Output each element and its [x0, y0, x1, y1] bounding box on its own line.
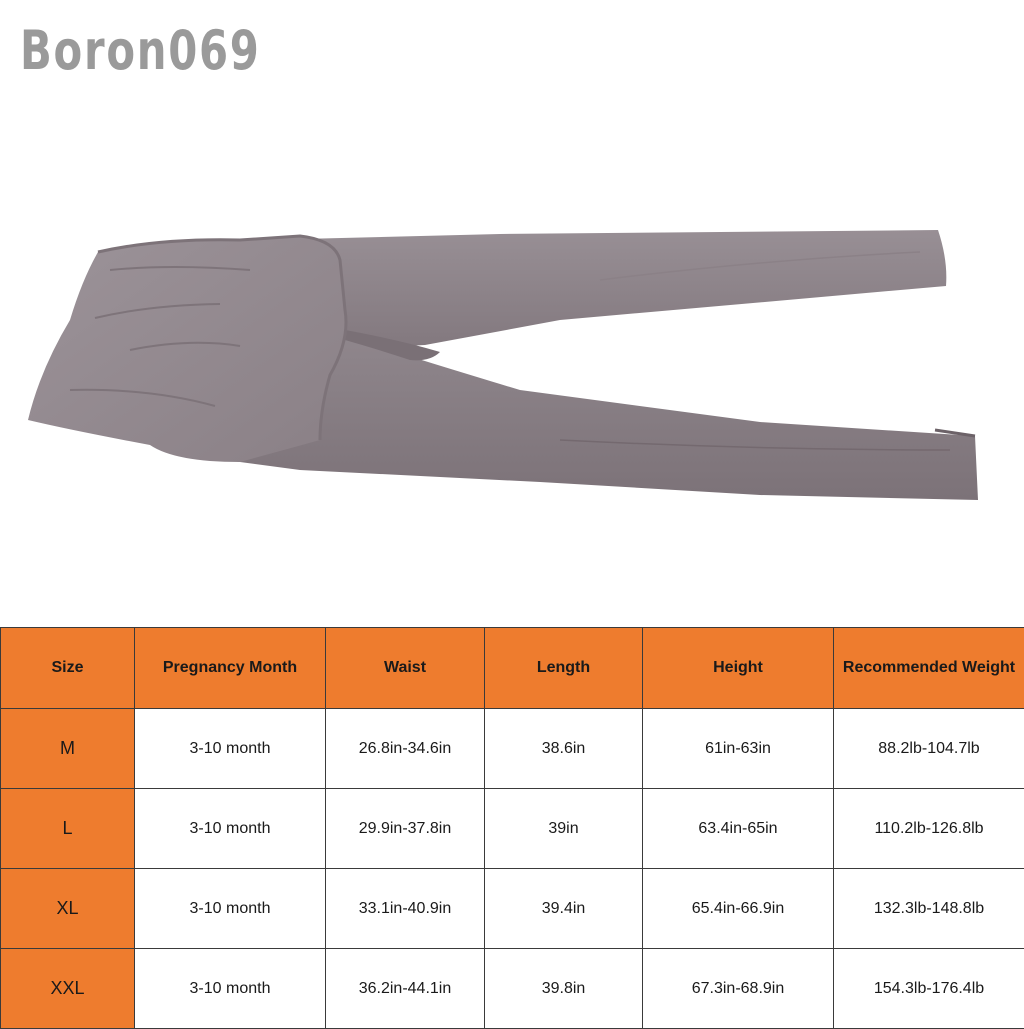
pregnancy-month-cell: 3-10 month — [135, 709, 326, 789]
pregnancy-month-cell: 3-10 month — [135, 869, 326, 949]
length-cell: 39.8in — [485, 949, 643, 1029]
length-cell: 39.4in — [485, 869, 643, 949]
size-cell: XXL — [1, 949, 135, 1029]
weight-cell: 110.2lb-126.8lb — [834, 789, 1024, 869]
header-length: Length — [485, 628, 643, 709]
size-cell: L — [1, 789, 135, 869]
length-cell: 38.6in — [485, 709, 643, 789]
header-pregnancy-month: Pregnancy Month — [135, 628, 326, 709]
weight-cell: 154.3lb-176.4lb — [834, 949, 1024, 1029]
table-header-row — [1, 628, 1024, 709]
weight-cell: 88.2lb-104.7lb — [834, 709, 1024, 789]
size-chart-table — [0, 627, 1024, 1029]
length-cell: 39in — [485, 789, 643, 869]
header-recommended-weight: Recommended Weight — [834, 628, 1024, 709]
waist-cell: 29.9in-37.8in — [326, 789, 485, 869]
table-row — [1, 949, 1024, 1029]
size-cell: XL — [1, 869, 135, 949]
header-size: Size — [1, 628, 135, 709]
weight-cell: 132.3lb-148.8lb — [834, 869, 1024, 949]
maternity-leggings-icon — [0, 200, 1024, 530]
brand-watermark: Boron069 — [20, 24, 261, 78]
waist-cell: 33.1in-40.9in — [326, 869, 485, 949]
height-cell: 67.3in-68.9in — [643, 949, 834, 1029]
table-row — [1, 869, 1024, 949]
table-row — [1, 709, 1024, 789]
header-height: Height — [643, 628, 834, 709]
height-cell: 65.4in-66.9in — [643, 869, 834, 949]
height-cell: 63.4in-65in — [643, 789, 834, 869]
size-cell: M — [1, 709, 135, 789]
pregnancy-month-cell: 3-10 month — [135, 789, 326, 869]
pregnancy-month-cell: 3-10 month — [135, 949, 326, 1029]
waist-cell: 36.2in-44.1in — [326, 949, 485, 1029]
table-row — [1, 789, 1024, 869]
header-waist: Waist — [326, 628, 485, 709]
height-cell: 61in-63in — [643, 709, 834, 789]
waist-cell: 26.8in-34.6in — [326, 709, 485, 789]
